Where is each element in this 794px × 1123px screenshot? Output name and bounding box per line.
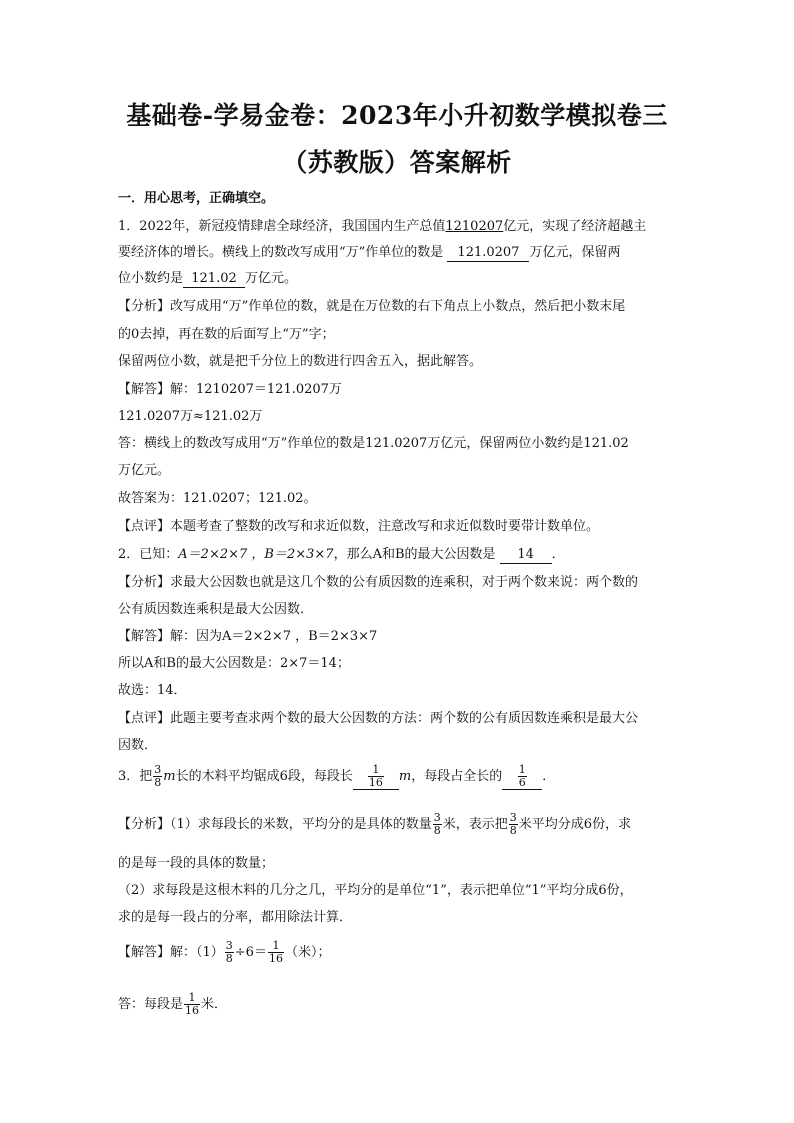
- q1-answer2: 121.0207万≈121.02万: [118, 409, 263, 424]
- q3-final-fraction: $\frac{1}{16}$: [185, 991, 200, 1017]
- q2-analysis1: 【分析】求最大公因数也就是这几个数的公有质因数的连乘积，对于两个数来说：两个数的: [118, 575, 639, 590]
- q3-answer-fraction: $\frac{3}{8}$: [225, 939, 233, 965]
- q2-text-a: 2．已知：: [118, 547, 179, 562]
- q3-analysis2: 的是每一段的具体的数量；: [118, 856, 275, 871]
- q2-expression: A＝2×2×7 ，B＝2×3×7: [178, 547, 334, 562]
- q3-analysis-fraction2: $\frac{3}{8}$: [509, 811, 517, 837]
- q3-line1: 3．把 $\frac{3}{8}$ m长的木料平均锯成6段，每段长 $\frac{1}{16}$ m，每段占全长的 $\frac{1}{6}$ ．: [118, 763, 556, 789]
- q1-text-d: 万亿元，保留两: [529, 245, 621, 260]
- q3-text-d: ．: [542, 769, 556, 784]
- q1-line2: [118, 244, 678, 262]
- q2-answer2: 所以A和B的最大公因数是：2×7＝14；: [118, 656, 350, 671]
- q2-line1: [118, 546, 678, 564]
- q3-answer-result-fraction: $\frac{1}{16}$: [268, 939, 283, 965]
- q2-comment1: 【点评】此题主要考查求两个数的最大公因数的方法：两个数的公有质因数连乘积是最大公: [118, 711, 639, 726]
- q3-blank1: $\frac{1}{16}$: [353, 764, 399, 790]
- page-title-line2: （苏教版）答案解析: [282, 148, 512, 177]
- q2-blank: 14: [500, 547, 552, 564]
- q3-answer: 【解答】解：（1） $\frac{3}{8}$ ÷6＝ $\frac{1}{16}$ （米）；: [118, 939, 331, 965]
- q2-text-c: ．: [551, 547, 565, 562]
- q2-comment2: 因数．: [118, 738, 158, 753]
- q2-final-answer: 故选：14．: [118, 683, 187, 698]
- q3-final-answer: 答：每段是 $\frac{1}{16}$ 米．: [118, 991, 228, 1017]
- section-heading: 一．用心思考，正确填空。: [118, 191, 275, 206]
- q3-analysis-fraction1: $\frac{3}{8}$: [433, 811, 441, 837]
- q2-text-b: ，那么A和B的最大公因数是: [333, 547, 496, 562]
- q3-analysis1: 【分析】（1）求每段长的米数，平均分的是具体的数量 $\frac{3}{8}$ 米，表示把 $\frac{3}{8}$ 米平均分成6份，求: [118, 811, 632, 837]
- q1-analysis3: 保留两位小数，就是把千分位上的数进行四舍五入，据此解答。: [118, 354, 483, 369]
- q1-answer1: 【解答】解：1210207＝121.0207万: [118, 382, 342, 397]
- q1-number: 1210207: [445, 219, 504, 234]
- q3-text-a: 3．把: [118, 769, 153, 784]
- q3-fraction-length: $\frac{3}{8}$: [154, 763, 162, 789]
- page-title-line1: 基础卷-学易金卷：2023年小升初数学模拟卷三: [126, 101, 668, 130]
- q1-analysis2: 的0去掉，再在数的后面写上“万”字；: [118, 327, 335, 342]
- q1-text-e: 位小数约是: [118, 271, 184, 286]
- q1-text-f: 万亿元。: [245, 271, 298, 286]
- q3-analysis4: 求的是每一段占的分率，都用除法计算．: [118, 910, 353, 925]
- q2-analysis2: 公有质因数连乘积是最大公因数．: [118, 602, 314, 617]
- q1-line3: [118, 270, 678, 288]
- q1-answer3: 答：横线上的数改写成用“万”作单位的数是121.0207万亿元，保留两位小数约是121.02: [118, 436, 629, 451]
- q1-text-b: 亿元，实现了经济超越主: [503, 219, 647, 234]
- q1-line1: [118, 218, 678, 236]
- q1-analysis1: 【分析】改写成用“万”作单位的数，就是在万位数的右下角点上小数点，然后把小数末尾: [118, 299, 626, 314]
- q3-text-c: ，每段占全长的: [411, 769, 503, 784]
- q1-text-a: 1．2022年，新冠疫情肆虐全球经济，我国国内生产总值: [118, 219, 446, 234]
- q1-text-c: 要经济体的增长。横线上的数改写成用“万”作单位的数是: [118, 245, 444, 260]
- q1-final-answer: 故答案为：121.0207；121.02。: [118, 491, 317, 506]
- q1-blank2: 121.02: [183, 271, 245, 288]
- q3-analysis3: （2）求每段是这根木料的几分之几，平均分的是单位“1”，表示把单位“1”平均分成6份，: [118, 883, 633, 898]
- q3-text-b: 长的木料平均锯成6段，每段长: [175, 769, 353, 784]
- q2-answer1: 【解答】解：因为A＝2×2×7 ，B＝2×3×7: [118, 629, 378, 644]
- q3-blank2: $\frac{1}{6}$: [502, 764, 542, 790]
- q1-comment: 【点评】本题考查了整数的改写和求近似数，注意改写和求近似数时要带计数单位。: [118, 519, 600, 534]
- q1-blank1: 121.0207: [447, 245, 529, 262]
- q1-answer4: 万亿元。: [118, 463, 171, 478]
